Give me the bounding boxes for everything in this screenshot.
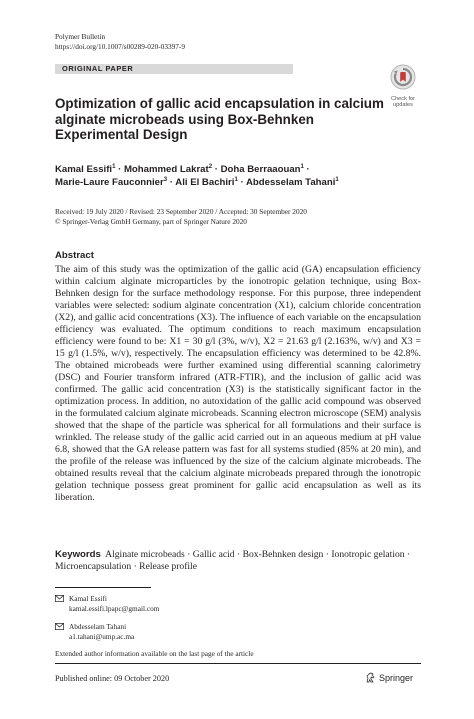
author-name[interactable]: Doha Berraaouan: [220, 164, 301, 175]
author-name[interactable]: Mohammed Lakrat: [123, 164, 209, 175]
abstract-text: The aim of this study was the optimization of the gallic acid (GA) encapsulation efficiency within calcium alginate microparticles by the ionotropic gelation technique, using Box-Behnken design for the surface methodology response. For this purpose, three independent variables were selected: sodium alginate concentration (X1), calcium chloride concentration (X2), and gallic acid concentrations (X3). The influence of each variable on the encapsulation efficiency was evaluated. The optimum conditions to reach maximum encapsulation efficiency were found to be: X1 = 30 g/l (3%, w/v), X2 = 21.63 g/l (2.163%, w/v) and X3 = 15 g/l (1.5%, w/v), respectively. The encapsulation efficiency was determined to be 42.8%. The obtained microbeads were further examined using differential scanning calorimetry (DSC) and Fourier transform infrared (ATR-FTIR), and the inclusion of gallic acid was confirmed. The gallic acid concentration (X3) is the statistically significant factor in the optimization process. In addition, no autoxidation of the gallic acid compound was observed in the formulated calcium alginate microbeads. Scanning electron microscope (SEM) analysis showed that the shape of the particle was spherical for all formulations and their surface is wrinkled. The release study of the gallic acid carried out in an aqueous medium at pH value 6.8, showed that the GA release pattern was fast for all systems studied (85% at 20 min), and the profile of the release was influenced by the size of the calcium alginate microbeads. The obtained results reveal that the calcium alginate microbeads prepared through the ionotropic gelation technique possess great prominent for gallic acid encapsulation as well as its liberation.: [55, 264, 421, 504]
extended-author-note: Extended author information available on the last page of the article: [55, 649, 254, 658]
publisher-name: Springer: [379, 672, 414, 683]
doi-link[interactable]: https://doi.org/10.1007/s00289-020-03397-9: [55, 41, 185, 51]
check-updates-text: Check for updates: [391, 96, 415, 109]
copyright-notice: © Springer-Verlag GmbH Germany, part of Springer Nature 2020: [55, 217, 247, 227]
journal-name: Polymer Bulletin: [55, 32, 106, 41]
contact-name: Abdesselam Tahani: [69, 622, 127, 631]
contact-email[interactable]: kamal.essifi.lpapc@gmail.com: [69, 603, 160, 613]
keywords-label: Keywords: [55, 549, 101, 560]
author-name[interactable]: Marie-Laure Fauconnier: [55, 177, 164, 189]
publisher-logo: [365, 672, 413, 683]
contact-name: Kamal Essifi: [69, 594, 107, 603]
article-type-label: ORIGINAL PAPER: [62, 64, 134, 73]
abstract-heading: Abstract: [55, 250, 94, 261]
keywords-text: Alginate microbeads · Gallic acid · Box-Behnken design · Ionotropic gelation · Microencapsulation · Release profile: [55, 549, 411, 573]
author-name[interactable]: Kamal Essifi: [55, 164, 113, 175]
footer-divider: [55, 663, 421, 664]
author-affiliation: 1: [112, 163, 116, 170]
contact-email[interactable]: a1.tahani@ump.ac.ma: [69, 631, 135, 641]
journal-header: [55, 32, 185, 51]
article-dates: [55, 207, 307, 228]
footnote-divider: [55, 587, 151, 588]
springer-horse-icon: [365, 672, 376, 683]
abstract-body: [55, 264, 421, 504]
author-name[interactable]: Ali El Bachiri: [175, 177, 235, 189]
keywords-section: [55, 549, 421, 574]
envelope-icon: [55, 623, 64, 630]
author-affiliation: 2: [208, 163, 213, 170]
history-dates: Received: 19 July 2020 / Revised: 23 September 2020 / Accepted: 30 September 2020: [55, 207, 307, 216]
article-type-bar: [55, 64, 293, 74]
published-date: Published online: 09 October 2020: [55, 674, 170, 683]
author-affiliation: 1: [335, 177, 339, 184]
author-affiliation: 3: [163, 177, 168, 184]
check-updates-icon: [390, 64, 416, 90]
envelope-icon: [55, 595, 64, 602]
author-affiliation: 1: [234, 177, 238, 184]
author-list: Kamal Essifi$^1$ · Mohammed Lakrat$^2$ · Doha Berraaouan$^1$ · Marie-Laure Fauconnier$^3$ · Ali El Bachiri$^1$ · Abdesselam Tahani$^1$: [55, 163, 339, 189]
article-title: Optimization of gallic acid encapsulation in calcium alginate microbeads using Box-Behnken Experimental Design: [55, 96, 384, 143]
author-affiliation: 1: [300, 163, 304, 170]
author-name[interactable]: Abdesselam Tahani: [245, 177, 336, 189]
check-for-updates-badge[interactable]: [383, 64, 423, 109]
